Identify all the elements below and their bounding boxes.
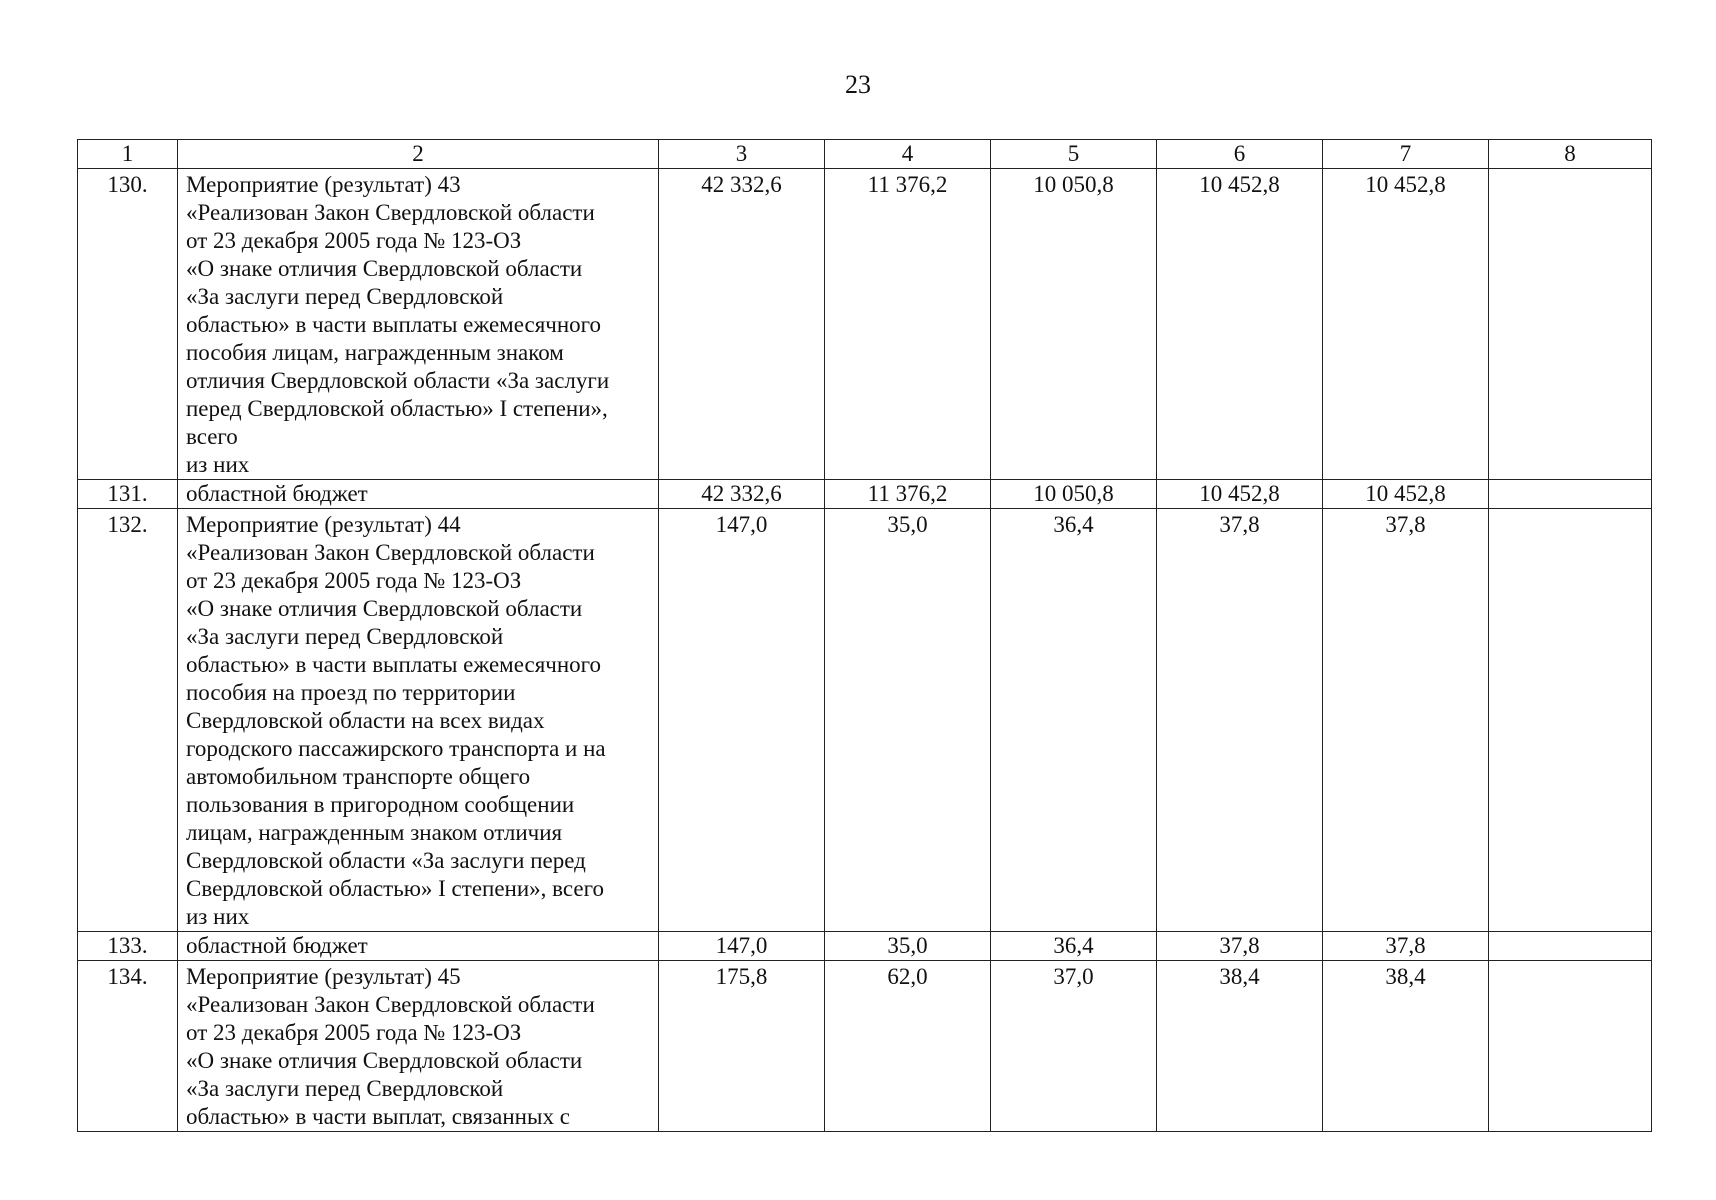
value-col-3: 42 332,6 <box>659 169 825 480</box>
column-header: 6 <box>1157 140 1323 169</box>
value-col-4: 11 376,2 <box>825 169 991 480</box>
column-header: 1 <box>78 140 178 169</box>
row-number: 132. <box>78 509 178 932</box>
row-description: областной бюджет <box>178 480 659 509</box>
row-number: 130. <box>78 169 178 480</box>
table-header-row <box>78 140 1652 169</box>
value-col-3: 147,0 <box>659 509 825 932</box>
value-col-5: 10 050,8 <box>991 480 1157 509</box>
value-col-3: 42 332,6 <box>659 480 825 509</box>
row-description: областной бюджет <box>178 932 659 961</box>
value-col-6: 10 452,8 <box>1157 169 1323 480</box>
value-col-6: 37,8 <box>1157 509 1323 932</box>
row-number: 131. <box>78 480 178 509</box>
value-col-7: 37,8 <box>1323 932 1489 961</box>
value-col-5: 37,0 <box>991 961 1157 1132</box>
value-col-8 <box>1489 480 1652 509</box>
value-col-4: 11 376,2 <box>825 480 991 509</box>
column-header: 5 <box>991 140 1157 169</box>
column-header: 2 <box>178 140 659 169</box>
column-header: 4 <box>825 140 991 169</box>
value-col-6: 10 452,8 <box>1157 480 1323 509</box>
column-header: 8 <box>1489 140 1652 169</box>
value-col-5: 10 050,8 <box>991 169 1157 480</box>
row-number: 134. <box>78 961 178 1132</box>
row-description: Мероприятие (результат) 43 «Реализован Закон Свердловской области от 23 декабря 2005 года № 123-ОЗ «О знаке отличия Свердловской области «За заслуги перед Свердловской областью» в части выплаты ежемесячного пособия лицам, награжденным знаком отличия Свердловской области «За заслуги перед Свердловской областью» I степени», всего из них <box>178 169 659 480</box>
value-col-8 <box>1489 961 1652 1132</box>
value-col-4: 35,0 <box>825 932 991 961</box>
table-row <box>78 509 1652 932</box>
value-col-4: 62,0 <box>825 961 991 1132</box>
value-col-7: 10 452,8 <box>1323 169 1489 480</box>
value-col-6: 37,8 <box>1157 932 1323 961</box>
value-col-8 <box>1489 169 1652 480</box>
table-row <box>78 480 1652 509</box>
table-row <box>78 961 1652 1132</box>
value-col-8 <box>1489 509 1652 932</box>
value-col-3: 147,0 <box>659 932 825 961</box>
row-description: Мероприятие (результат) 44 «Реализован Закон Свердловской области от 23 декабря 2005 года № 123-ОЗ «О знаке отличия Свердловской области «За заслуги перед Свердловской областью» в части выплаты ежемесячного пособия на проезд по территории Свердловской области на всех видах городского пассажирского транспорта и на автомобильном транспорте общего пользования в пригородном сообщении лицам, награжденным знаком отличия Свердловской области «За заслуги перед Свердловской областью» I степени», всего из них <box>178 509 659 932</box>
value-col-6: 38,4 <box>1157 961 1323 1132</box>
table-row <box>78 169 1652 480</box>
value-col-3: 175,8 <box>659 961 825 1132</box>
value-col-8 <box>1489 932 1652 961</box>
column-header: 7 <box>1323 140 1489 169</box>
value-col-7: 10 452,8 <box>1323 480 1489 509</box>
budget-table <box>77 139 1652 1132</box>
row-number: 133. <box>78 932 178 961</box>
table-row <box>78 932 1652 961</box>
value-col-5: 36,4 <box>991 932 1157 961</box>
value-col-5: 36,4 <box>991 509 1157 932</box>
column-header: 3 <box>659 140 825 169</box>
value-col-7: 37,8 <box>1323 509 1489 932</box>
value-col-7: 38,4 <box>1323 961 1489 1132</box>
page-number: 23 <box>845 70 871 99</box>
row-description: Мероприятие (результат) 45 «Реализован Закон Свердловской области от 23 декабря 2005 года № 123-ОЗ «О знаке отличия Свердловской области «За заслуги перед Свердловской областью» в части выплат, связанных с <box>178 961 659 1132</box>
value-col-4: 35,0 <box>825 509 991 932</box>
